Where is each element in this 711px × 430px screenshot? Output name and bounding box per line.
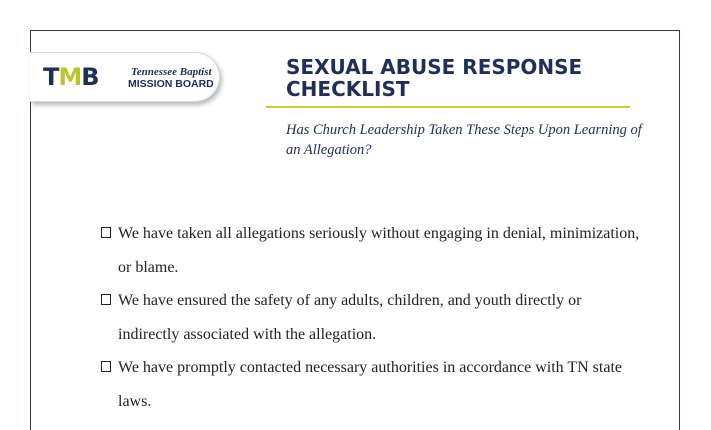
checklist-item-text: We have taken all allegations seriously without engaging in denial, minimization, or blame. — [118, 225, 640, 276]
tbmb-logo — [30, 52, 220, 102]
page-subtitle: Has Church Leadership Taken These Steps Upon Learning of an Allegation? — [286, 122, 642, 158]
checklist-item — [100, 284, 640, 351]
logo-org-line1: Tennessee Baptist — [131, 66, 212, 78]
checkbox-icon[interactable] — [101, 361, 111, 372]
checklist-item — [100, 217, 640, 284]
page-title: SEXUAL ABUSE RESPONSE CHECKLIST — [286, 55, 583, 101]
title-divider — [266, 106, 630, 108]
logo-letter-m: M — [58, 63, 82, 91]
checklist-item-text: We have ensured the safety of any adults, children, and youth directly or indirectly associated with the allegation. — [118, 292, 582, 343]
checklist — [100, 217, 640, 418]
checklist-item-text: We have promptly contacted necessary authorities in accordance with TN state laws. — [118, 359, 622, 410]
checkbox-icon[interactable] — [101, 227, 111, 238]
logo-letter-b: B — [81, 63, 99, 91]
logo-monogram — [43, 63, 99, 91]
checkbox-icon[interactable] — [101, 294, 111, 305]
logo-letter-t: T — [43, 63, 59, 91]
checklist-item — [100, 351, 640, 418]
logo-org-line2: MISSION BOARD — [128, 78, 214, 90]
